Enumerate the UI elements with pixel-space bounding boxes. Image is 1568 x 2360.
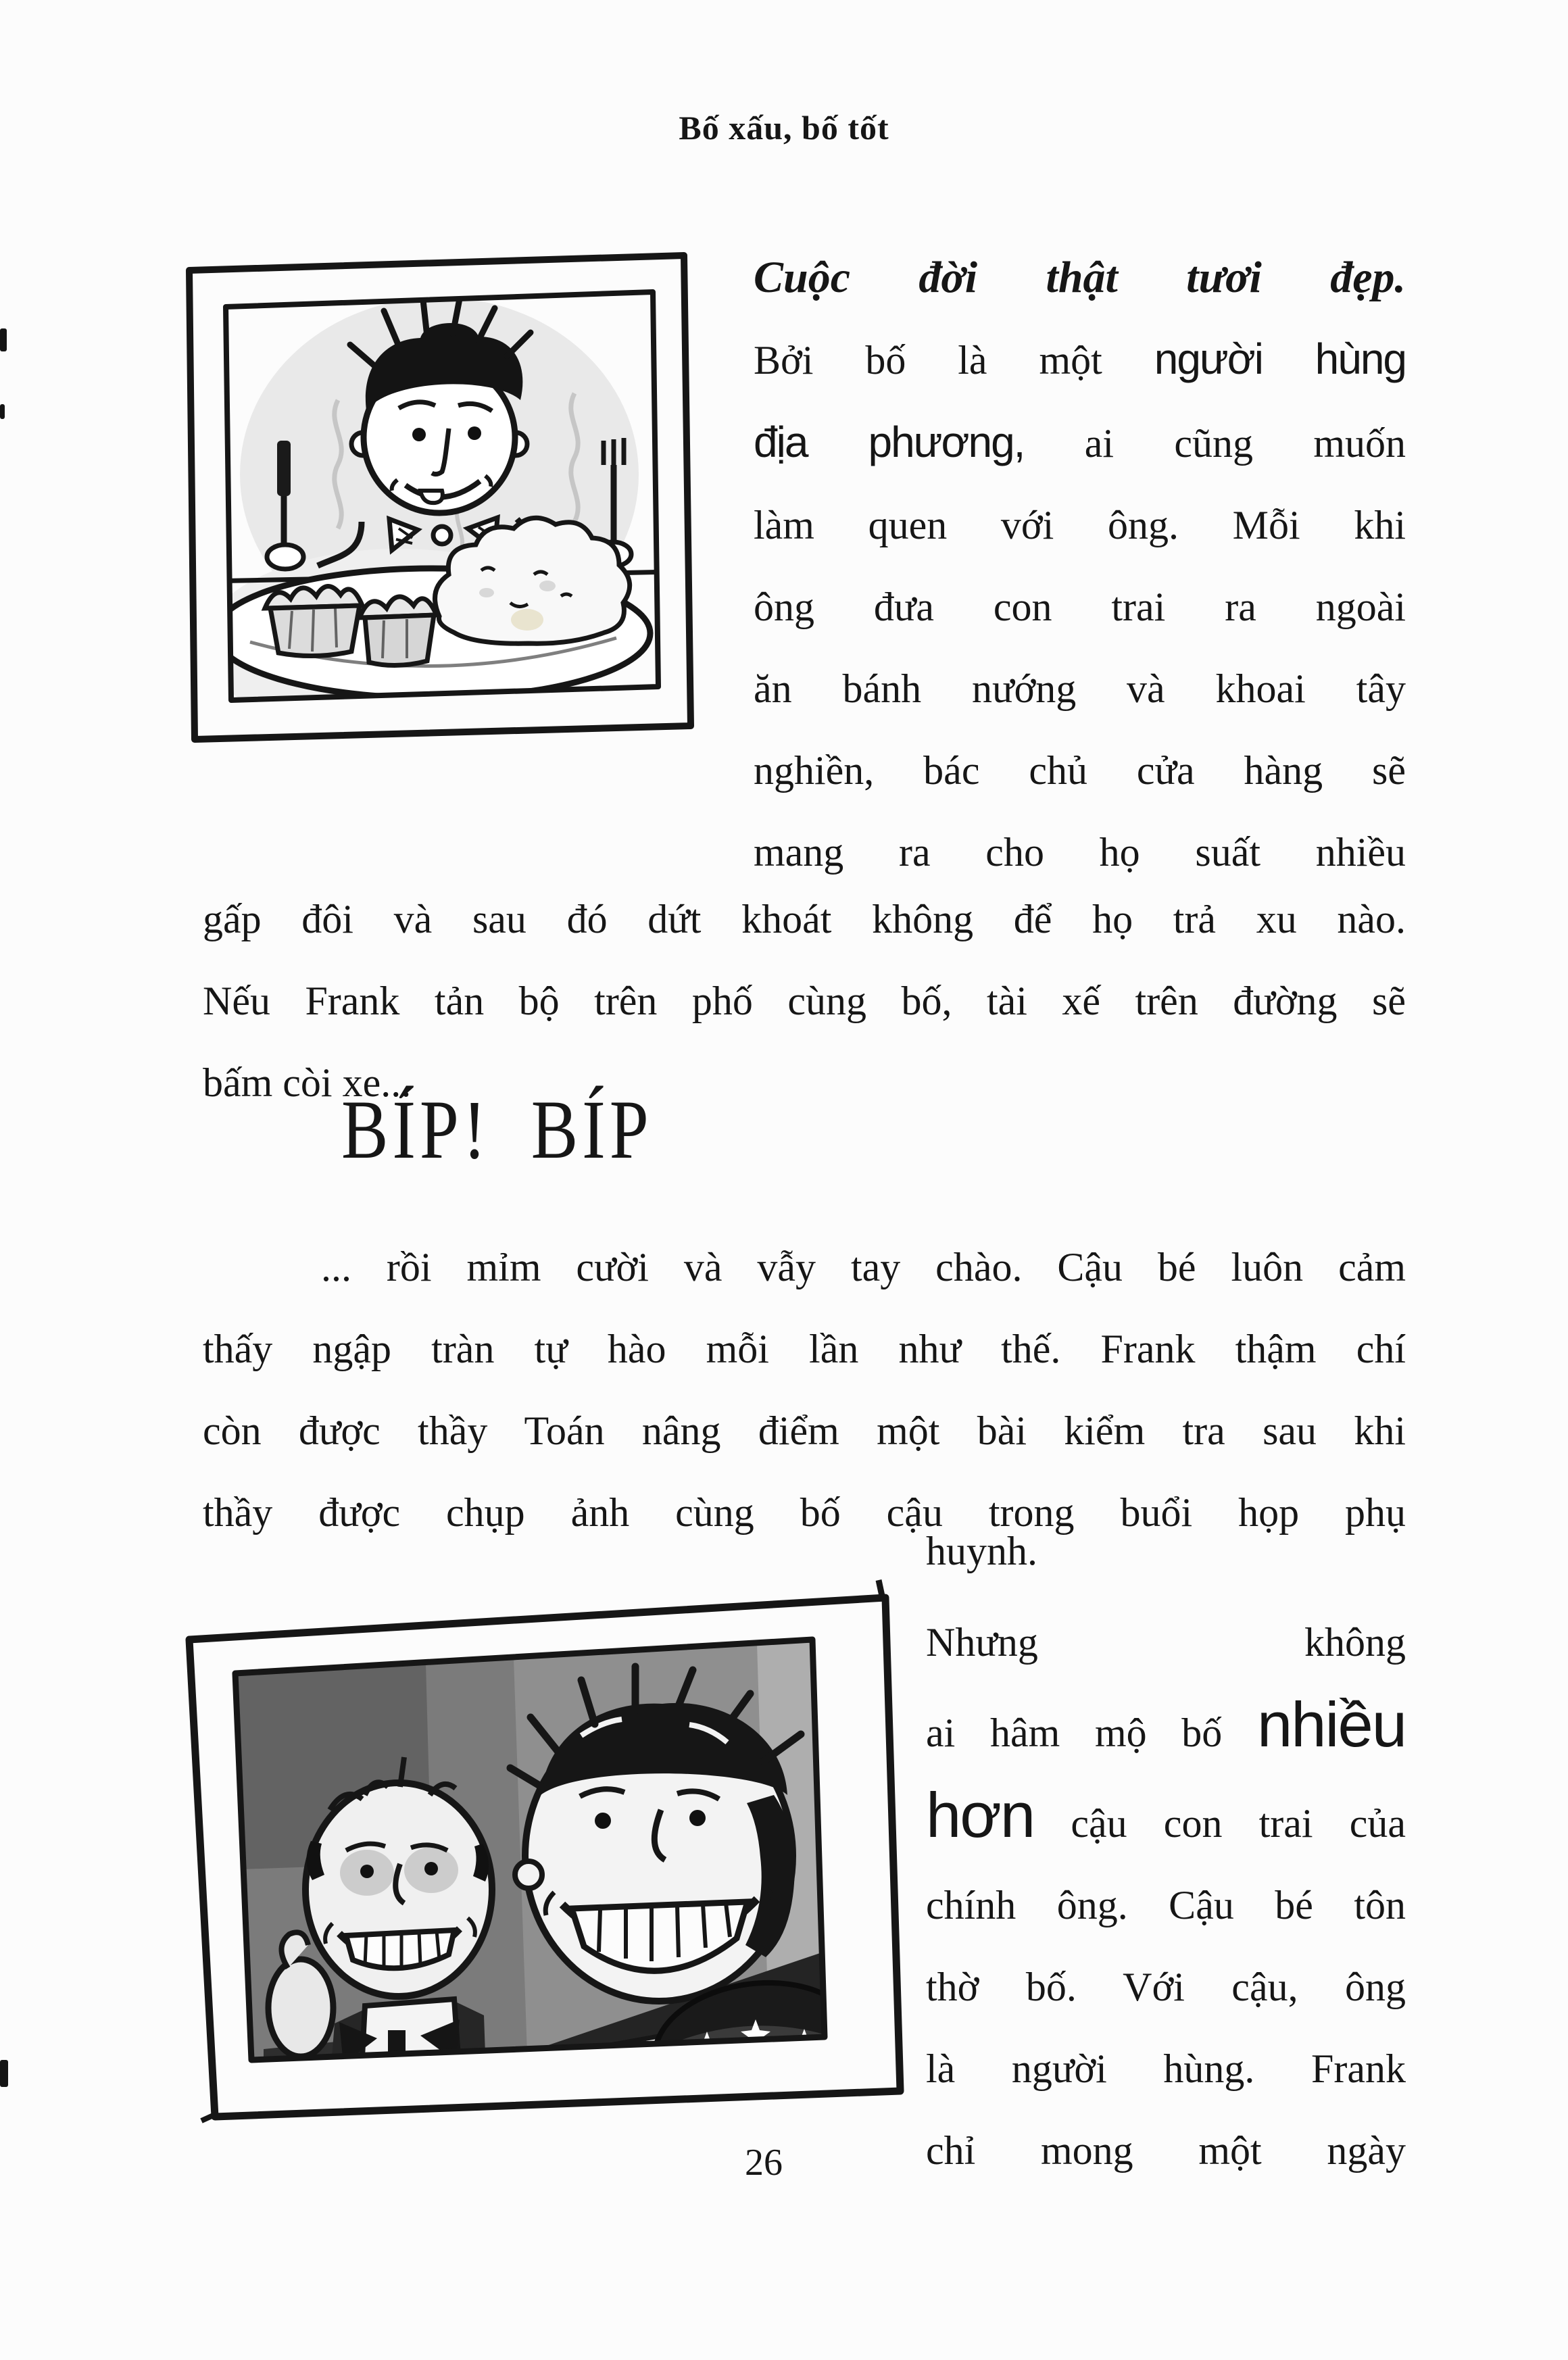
eye: [424, 1862, 438, 1875]
frame-overshoot: [879, 1580, 883, 1599]
text-line: bấm còi xe...: [203, 1060, 412, 1105]
emphasis-word: hơn: [926, 1779, 1035, 1850]
eye: [360, 1865, 374, 1878]
text-line: là người hùng. Frank: [926, 2046, 1406, 2091]
text-line: thấy ngập tràn tự hào mỗi lần như thế. Frank thậm chí: [203, 1327, 1406, 1371]
emphasis-word: người hùng: [1154, 335, 1406, 383]
paragraph: [203, 1227, 1406, 1554]
dad-son-photo-drawing: [162, 1572, 919, 2133]
text-line: huynh.: [926, 1529, 1037, 1573]
text-line: [926, 1683, 1406, 1774]
intro-column: [754, 237, 1406, 893]
text-run: ai cũng muốn: [1024, 421, 1406, 466]
text-run: Bởi bố là một: [754, 338, 1154, 383]
eye: [595, 1813, 611, 1829]
text-line: ... rồi mỉm cười và vẫy tay chào. Cậu bé luôn cảm: [321, 1245, 1406, 1289]
illustration-dinner: [169, 238, 716, 765]
running-header: Bố xấu, bố tốt: [679, 109, 889, 147]
text-line: thờ bố. Với cậu, ông: [926, 1965, 1406, 2009]
text-line: làm quen với ông. Mỗi khi: [754, 503, 1406, 547]
page-number: 26: [745, 2142, 783, 2184]
illustration-photo: [162, 1572, 919, 2133]
hand: [268, 1959, 333, 2057]
eye: [689, 1810, 706, 1826]
pie: [360, 597, 437, 666]
scan-artifact: [0, 328, 7, 351]
scan-artifact: [0, 2060, 8, 2087]
tongue: [420, 491, 443, 503]
eye: [412, 428, 426, 441]
emphasis-word: nhiều: [1257, 1689, 1406, 1760]
text-run: ai hâm mộ bố: [926, 1711, 1257, 1755]
text-line: chính ông. Cậu bé tôn: [926, 1883, 1406, 1927]
text-line: thầy được chụp ảnh cùng bố cậu trong buổi họp phụ: [203, 1490, 1406, 1535]
text-line: Cuộc đời thật tươi đẹp.: [754, 253, 1406, 302]
text-line: ăn bánh nướng và khoai tây: [754, 666, 1406, 711]
ear: [515, 1861, 542, 1888]
boy-dinner-drawing: [169, 238, 716, 765]
emphasis-word: địa phương,: [754, 418, 1025, 466]
text-line: [926, 1774, 1406, 1865]
text-line: [754, 401, 1406, 485]
sound-effect-text: BÍP! BÍP: [341, 1083, 653, 1176]
scan-artifact: [0, 404, 5, 419]
text-run: cậu con trai của: [1034, 1801, 1406, 1846]
text-line: ông đưa con trai ra ngoài: [754, 585, 1406, 629]
text-line: chỉ mong một ngày: [926, 2128, 1406, 2173]
text-line: gấp đôi và sau đó dứt khoát không để họ trả xu nào.: [203, 897, 1406, 941]
text-line: Nếu Frank tản bộ trên phố cùng bố, tài xế trên đường sẽ: [203, 979, 1406, 1023]
text-line: Nhưng không: [926, 1620, 1406, 1665]
text-line: còn được thầy Toán nâng điểm một bài kiểm tra sau khi: [203, 1408, 1406, 1453]
pie: [265, 586, 362, 656]
text-line: mang ra cho họ suất nhiều: [754, 830, 1406, 875]
text-line: nghiền, bác chủ cửa hàng sẽ: [754, 748, 1406, 793]
eye: [468, 426, 481, 440]
closing-column: [926, 1602, 1406, 2192]
text-line: [754, 318, 1406, 401]
